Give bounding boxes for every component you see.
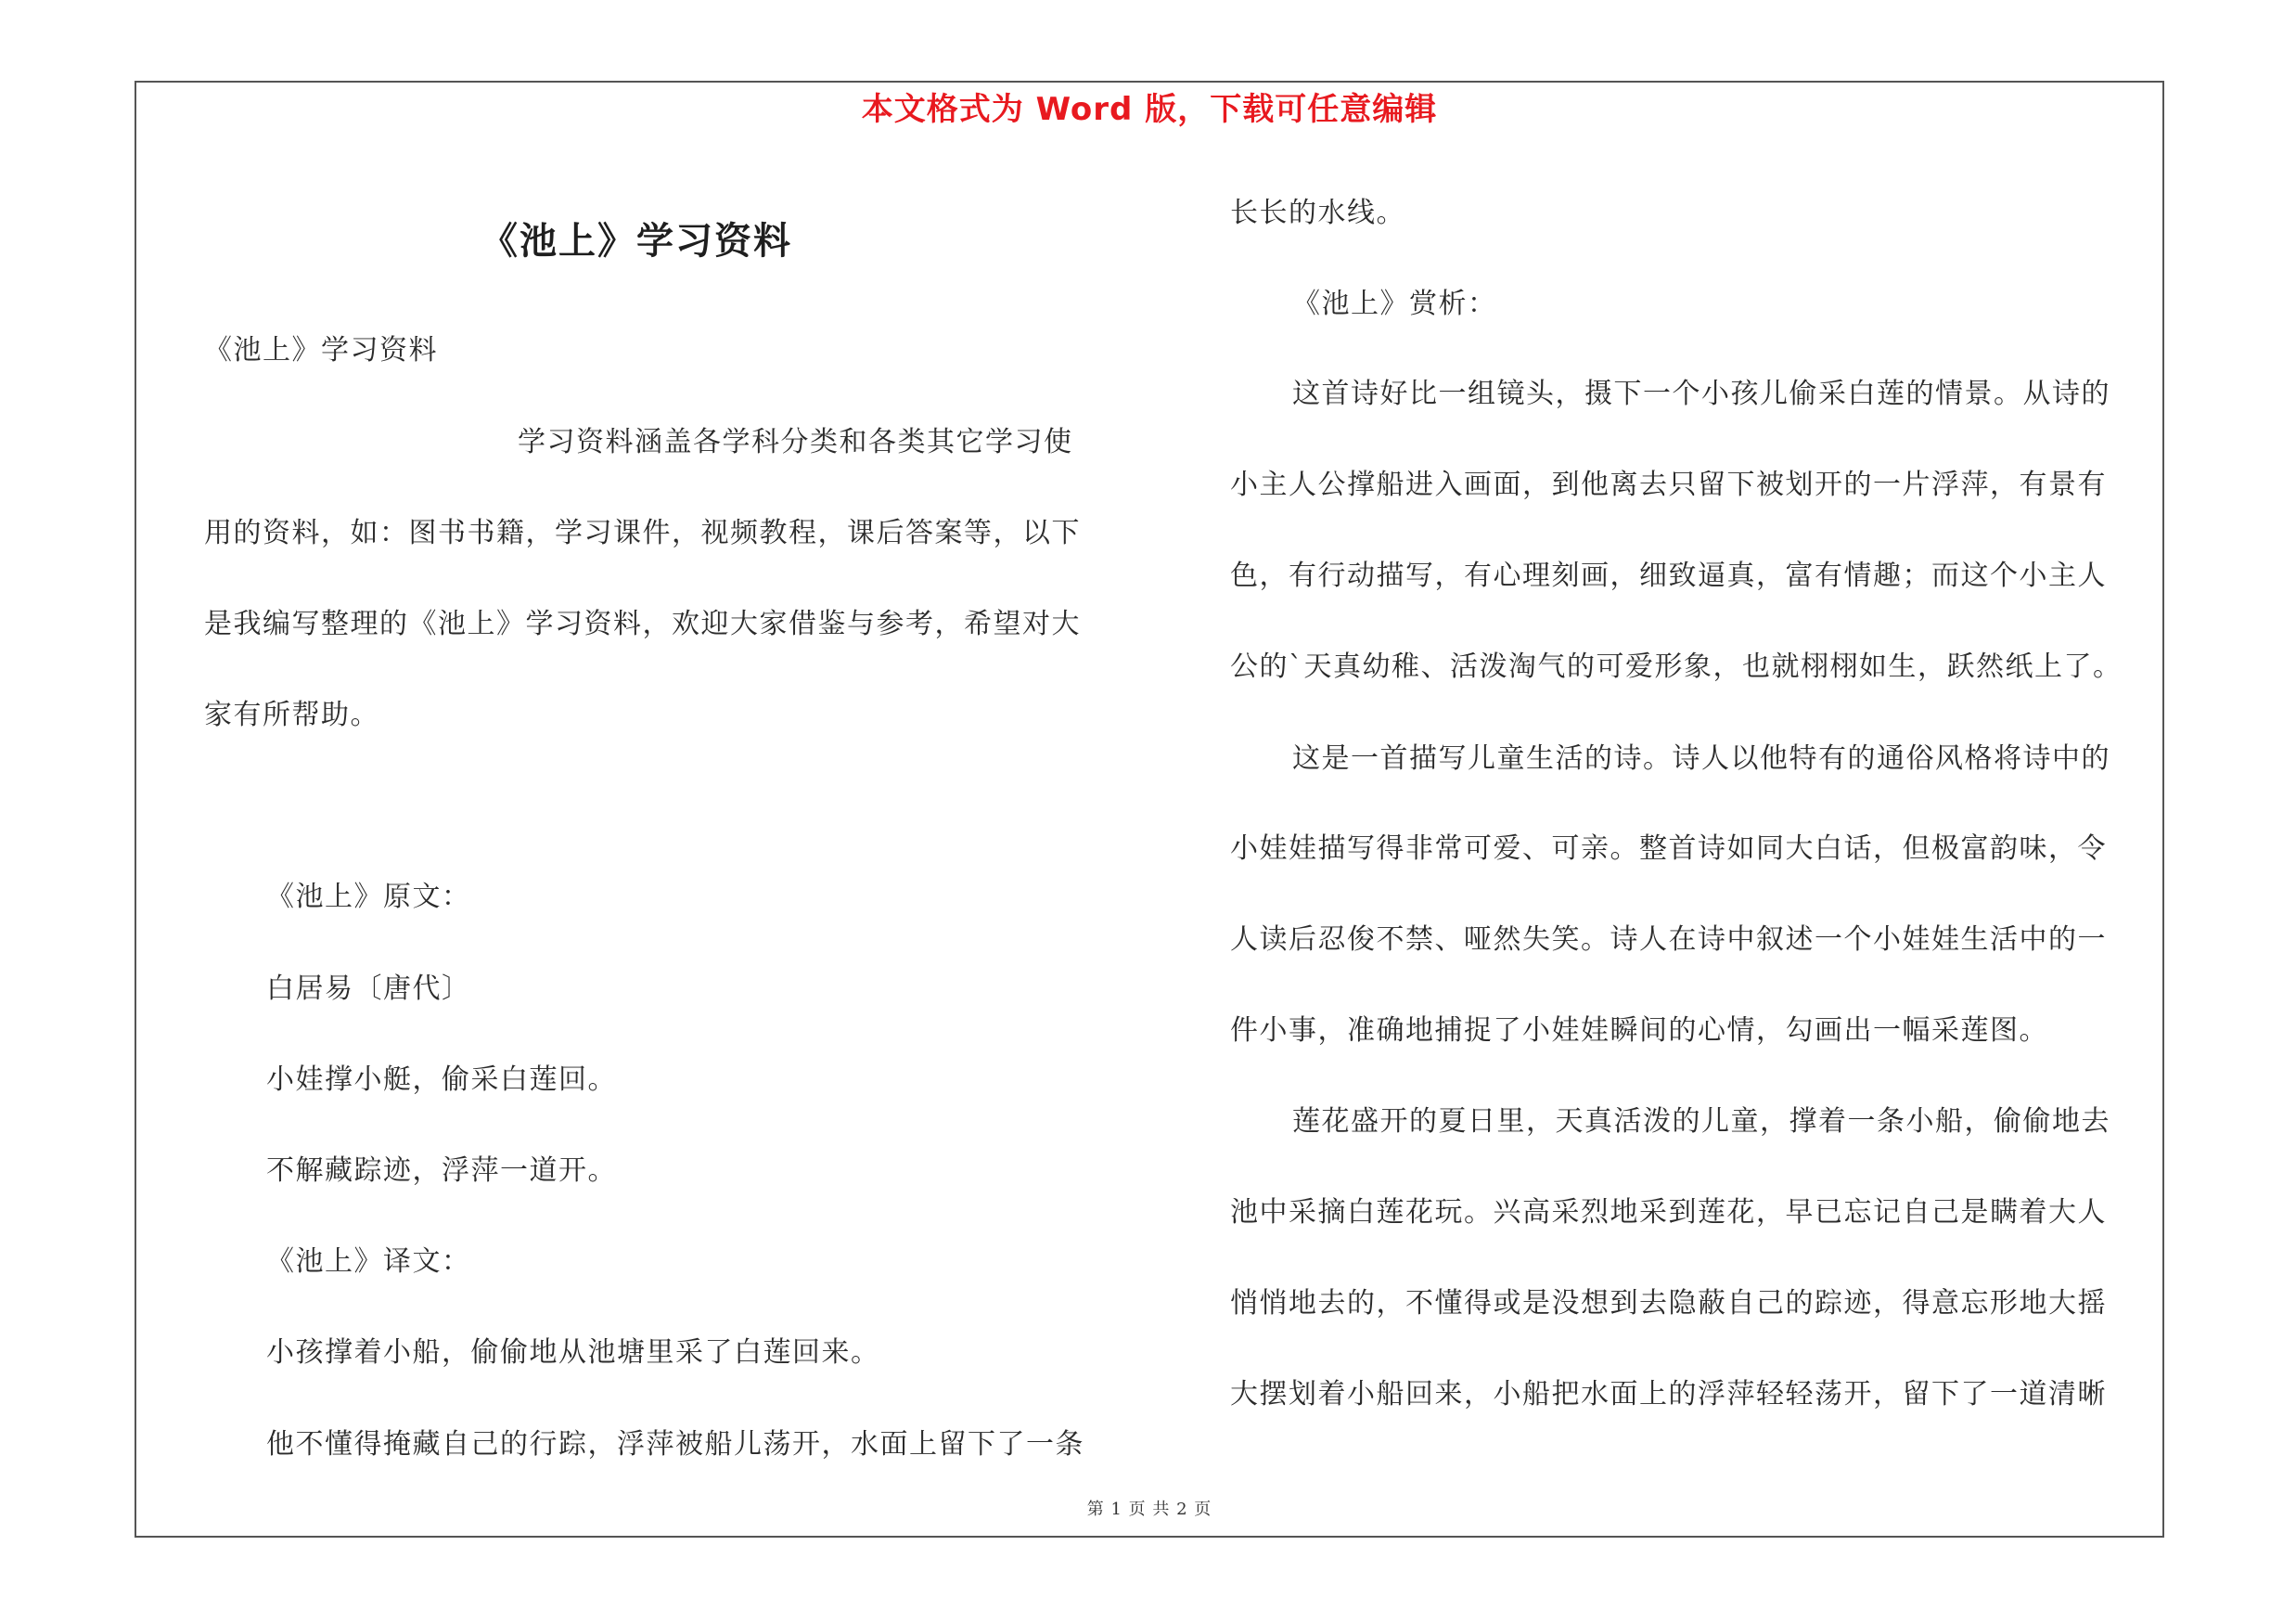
left-line: 是我编写整理的《池上》学习资料，欢迎大家借鉴与参考，希望对大 — [204, 608, 1081, 640]
format-banner: 本文格式为 Word 版，下载可任意编辑 — [861, 91, 1438, 128]
right-line: 《池上》赏析： — [1292, 288, 1497, 320]
right-line: 这首诗好比一组镜头，摄下一个小孩儿偷采白莲的情景。从诗的 — [1292, 378, 2110, 410]
left-line: 《池上》学习资料 — [204, 334, 438, 367]
left-line: 不解藏踪迹，浮萍一道开。 — [266, 1154, 617, 1187]
left-line: 他不懂得掩藏自己的行踪，浮萍被船儿荡开，水面上留下了一条 — [266, 1428, 1084, 1461]
left-line: 小娃撑小艇，偷采白莲回。 — [266, 1063, 617, 1096]
left-line: 白居易〔唐代〕 — [266, 973, 471, 1005]
right-line: 池中采摘白莲花玩。兴高采烈地采到莲花，早已忘记自己是瞒着大人 — [1230, 1196, 2107, 1229]
left-line: 小孩撑着小船，偷偷地从池塘里采了白莲回来。 — [266, 1336, 880, 1369]
left-line: 《池上》原文： — [266, 881, 471, 913]
document-title: 《池上》学习资料 — [481, 219, 792, 263]
right-line: 小娃娃描写得非常可爱、可亲。整首诗如同大白话，但极富韵味，令 — [1230, 832, 2107, 865]
right-line: 长长的水线。 — [1230, 197, 1405, 229]
right-line: 悄悄地去的，不懂得或是没想到去隐蔽自己的踪迹，得意忘形地大摇 — [1230, 1287, 2107, 1320]
right-line: 这是一首描写儿童生活的诗。诗人以他特有的通俗风格将诗中的 — [1292, 742, 2110, 775]
page-number: 第 1 页 共 2 页 — [1086, 1500, 1212, 1519]
right-line: 色，有行动描写，有心理刻画，细致逼真，富有情趣；而这个小主人 — [1230, 560, 2107, 592]
left-line: 家有所帮助。 — [204, 699, 379, 731]
left-line: 用的资料，如：图书书籍，学习课件，视频教程，课后答案等，以下 — [204, 517, 1081, 549]
right-line: 件小事，准确地捕捉了小娃娃瞬间的心情，勾画出一幅采莲图。 — [1230, 1014, 2048, 1047]
right-line: 人读后忍俊不禁、哑然失笑。诗人在诗中叙述一个小娃娃生活中的一 — [1230, 923, 2107, 956]
right-line: 小主人公撑船进入画面，到他离去只留下被划开的一片浮萍，有景有 — [1230, 469, 2107, 501]
left-line: 《池上》译文： — [266, 1245, 471, 1278]
right-line: 大摆划着小船回来，小船把水面上的浮萍轻轻荡开，留下了一道清晰 — [1230, 1378, 2107, 1410]
right-line: 公的`天真幼稚、活泼淘气的可爱形象，也就栩栩如生，跃然纸上了。 — [1230, 650, 2123, 683]
left-line: 学习资料涵盖各学科分类和各类其它学习使 — [518, 426, 1073, 458]
right-line: 莲花盛开的夏日里，天真活泼的儿童，撑着一条小船，偷偷地去 — [1292, 1105, 2110, 1138]
